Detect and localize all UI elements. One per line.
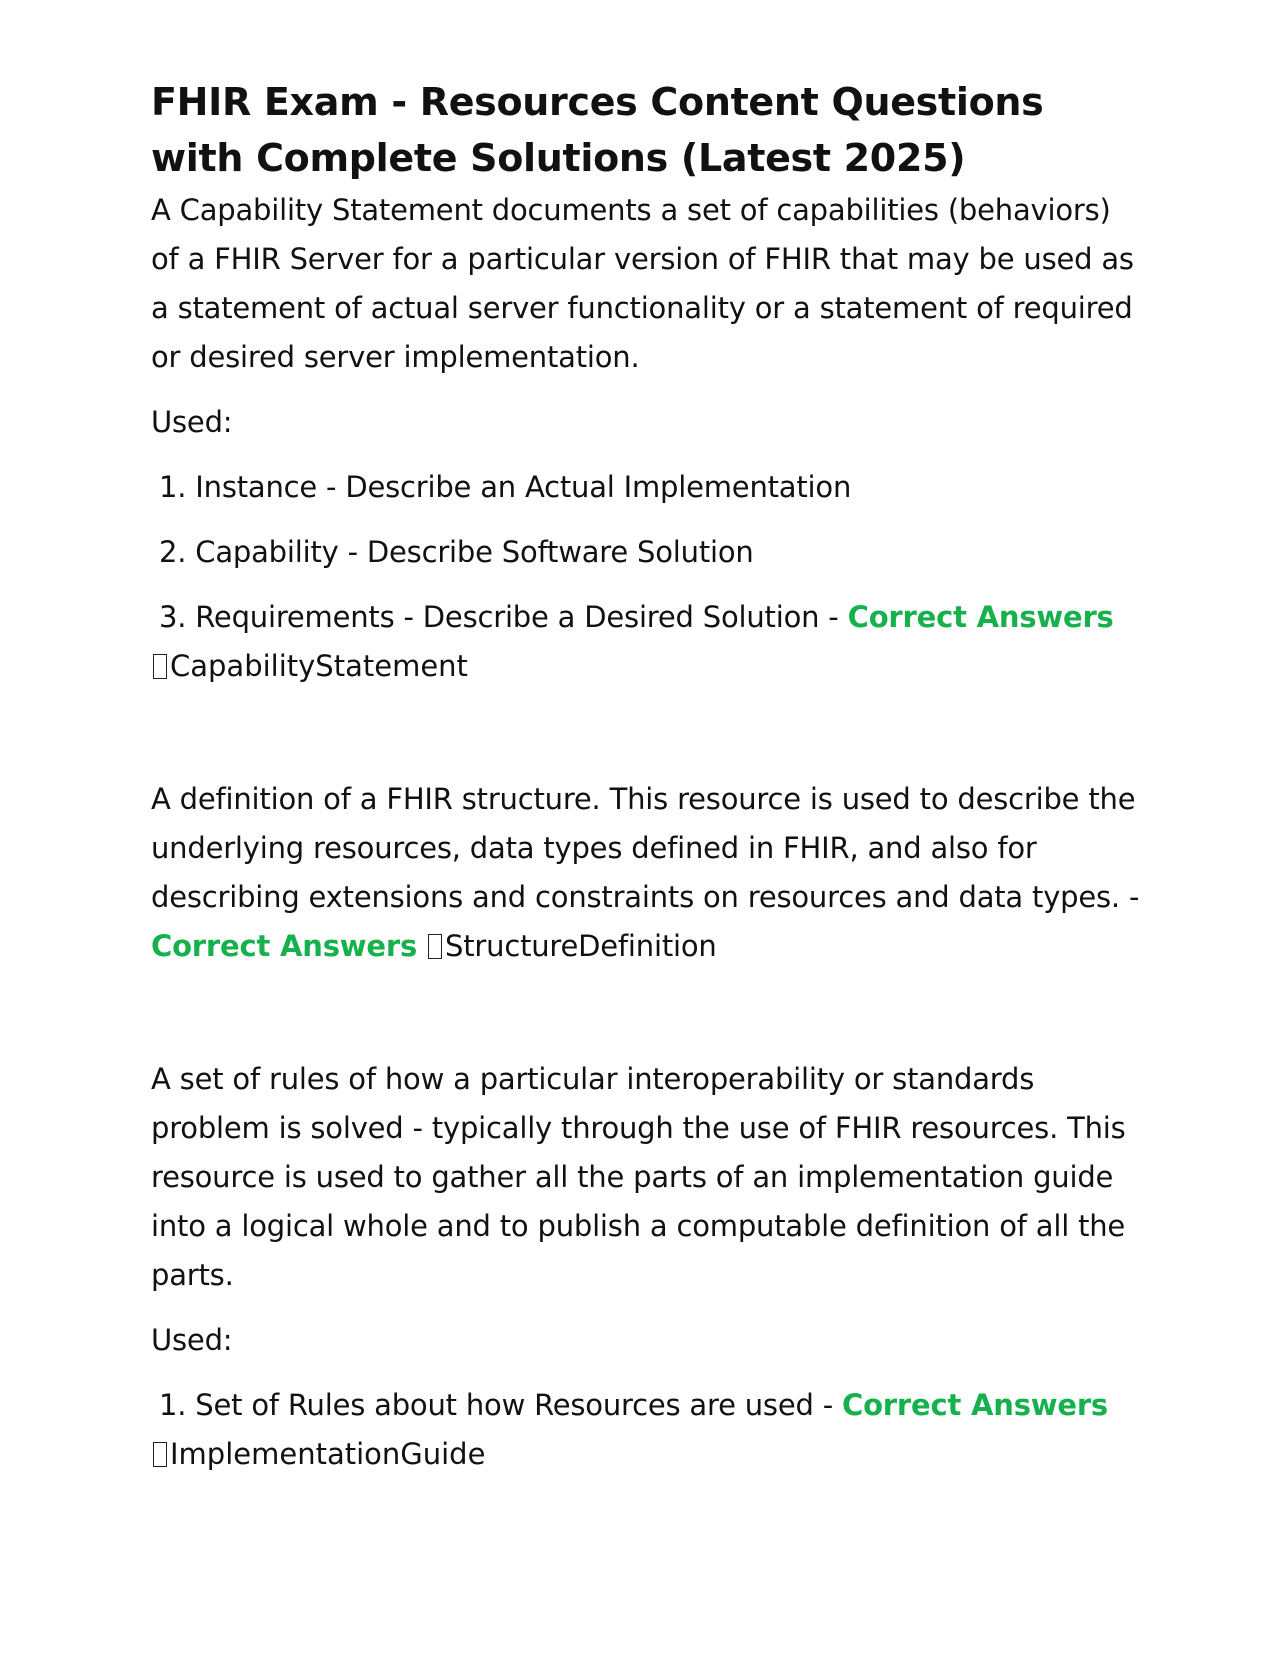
answer-text: StructureDefinition [445,929,717,963]
answer-text: ImplementationGuide [170,1437,486,1471]
answer-text: CapabilityStatement [170,649,468,683]
answer-line [151,1430,1141,1479]
used-label: Used: [151,405,233,439]
missing-glyph-box-icon [428,934,442,959]
section-spacer [151,691,1141,775]
missing-glyph-box-icon [153,1442,167,1467]
list-item-text: 1. Set of Rules about how Resources are used - [159,1388,842,1422]
missing-glyph-box-icon [153,654,167,679]
correct-answers-label: Correct Answers [841,1388,1108,1422]
question-text: A set of rules of how a particular interoperability or standards problem is solved - typically through the use of FHIR resources. This resource is used to gather all the parts of an implementation guide into a logical whole and to publish a computable definition of all the parts. [151,1062,1126,1292]
correct-answers-label: Correct Answers [847,600,1114,634]
answer-line [151,642,1141,691]
question-text: A Capability Statement documents a set of capabilities (behaviors) of a FHIR Server for a particular version of FHIR that may be used as a statement of actual server functionality or a statement of required or desired server implementation. [151,193,1134,374]
document-title: FHIR Exam - Resources Content Questions with Complete Solutions (Latest 2025) [151,80,1044,180]
list-item: 2. Capability - Describe Software Solution [159,535,754,569]
question-block-2 [151,775,1141,971]
list-item [151,1381,1141,1430]
question-text-body: A definition of a FHIR structure. This resource is used to describe the underlying resources, data types defined in FHIR, and also for describing extensions and constraints on resources and data types. - [151,782,1140,914]
question-text [151,775,1141,971]
question-block-1 [151,186,1141,691]
used-label: Used: [151,1323,233,1357]
correct-answers-label: Correct Answers [151,929,418,963]
list-item-text: 3. Requirements - Describe a Desired Solution - [159,600,848,634]
section-spacer [151,971,1141,1055]
question-block-3 [151,1055,1141,1479]
list-item [151,593,1141,642]
document-page [151,74,1141,1479]
list-item: 1. Instance - Describe an Actual Implementation [159,470,852,504]
